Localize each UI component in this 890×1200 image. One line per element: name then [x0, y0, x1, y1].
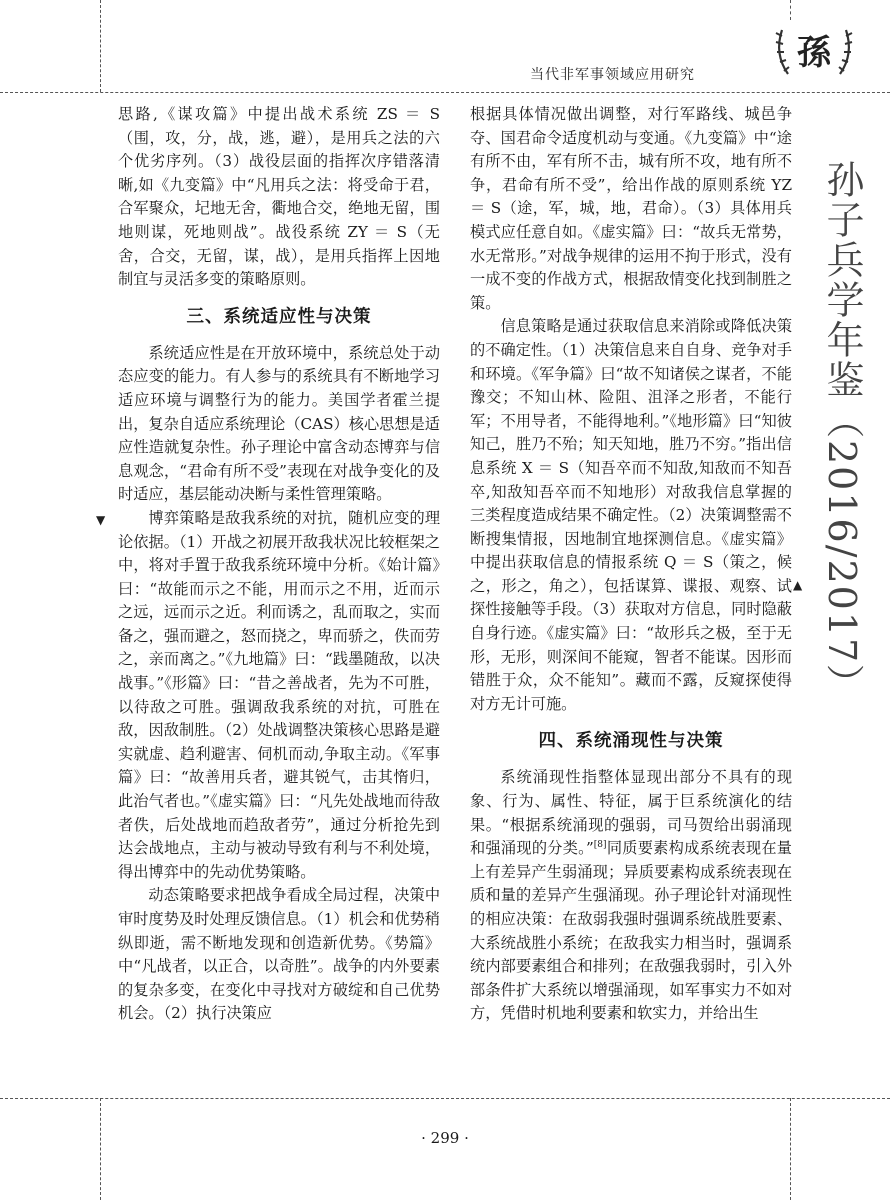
paragraph: 信息策略是通过获取信息来消除或降低决策的不确定性。（1）决策信息来自自身、竞争对手和环境。《军争篇》曰“故不知诸侯之谋者，不能豫交；不知山林、险阻、沮泽之形者，不能行军；不用导者，不能得地利。”《地形篇》曰“知彼知己，胜乃不殆；知天知地，胜乃不穷。”指出信息系统 X ＝ S（知吾卒而不知敌,知敌而不知吾卒,知敌知吾卒而不知地形）对敌我信息掌握的三类程度造成结果不确定性。（2）决策调整需不断搜集情报，因地制宜地探测信息。《虚实篇》中提出获取信息的情报系统 Q ＝ S（策之，候之，形之，角之），包括谋算、谍报、观察、试探性接触等手段。（3）获取对方信息，同时隐蔽自身行迹。《虚实篇》曰：“故形兵之极，至于无形，无形，则深间不能窥，智者不能谋。因形而错胜于众，众不能知”。藏而不露，反窥探使得对方无计可施。: [470, 317, 792, 713]
citation-ref: [8]: [593, 840, 607, 851]
page-number: · 299 ·: [421, 1129, 469, 1147]
running-header: 当代非军事领域应用研究: [530, 67, 695, 83]
header-rule: [0, 92, 890, 93]
paragraph: 博弈策略是敌我系统的对抗，随机应变的理论依据。（1）开战之初展开敌我状况比较框架之中，将对手置于敌我系统环境中分析。《始计篇》曰：“故能而示之不能，用而示之不用，近而示之远，远而示之近。利而诱之，乱而取之，实而备之，强而避之，怒而挠之，卑而骄之，佚而劳之，亲而离之。”《九地篇》曰：“践墨随敌，以决战事。”《形篇》曰：“昔之善战者，先为不可胜，以待敌之可胜。强调敌我系统的对抗，可胜在敌，因敌制胜。（2）处战调整决策核心思路是避实就虚、趋利避害、伺机而动,争取主动。《军事篇》曰：“故善用兵者，避其锐气，击其惰归，此治气者也。”《虚实篇》曰：“凡先处战地而待敌者佚，后处战地而趋敌者劳”，通过分析抢先到达会战地点，主动与被动导致有利与不利处境，得出博弈中的先动优势策略。: [118, 508, 440, 881]
section-heading-3: 三、系统适应性与决策: [186, 306, 372, 327]
paragraph: [470, 766, 792, 1026]
right-column: [470, 103, 792, 1026]
footer-rule: [0, 1098, 890, 1099]
right-triangle-marker: ▲: [793, 578, 803, 592]
paragraph: 动态策略要求把战争看成全局过程，决策中审时度势及时处理反馈信息。（1）机会和优势稍纵即逝，需不断地发现和创造新优势。《势篇》中“凡战者，以正合，以奇胜”。战争的内外要素的复杂多变，在变化中寻找对方破绽和自己优势机会。（2）执行决策应: [118, 886, 440, 1023]
paragraph: 思路,《谋攻篇》中提出战术系统 ZS ＝ S（围，攻，分，战，逃，避），是用兵之法的六个优劣序列。（3）战役层面的指挥次序错落清晰,如《九变篇》中“凡用兵之法：将受命于君，合军聚众，圮地无舍，衢地合交，绝地无留，围地则谋，死地则战”。战役系统 ZY ＝ S（无舍，合交，无留，谋，战），是用兵指挥上因地制宜与灵活多变的策略原则。: [118, 105, 440, 289]
right-margin-rule-bottom: [790, 1098, 791, 1200]
left-margin-rule-top: [100, 0, 101, 92]
left-margin-rule-bottom: [100, 1098, 101, 1200]
paragraph: 系统适应性是在开放环境中，系统总处于动态应变的能力。有人参与的系统具有不断地学习适应环境与调整行为的能力。美国学者霍兰提出，复杂自适应系统理论（CAS）核心思想是适应性造就复杂性。孙子理论中富含动态博弈与信息观念，“君命有所不受”表现在对战争变化的及时适应，基层能动决断与柔性管理策略。: [118, 343, 440, 504]
side-book-title: 孙子兵学年鉴（2016/2017）: [820, 160, 864, 705]
left-column: [118, 103, 440, 1026]
section-heading-4: 四、系统涌现性与决策: [538, 731, 724, 752]
paragraph: 根据具体情况做出调整，对行军路线、城邑争夺、国君命令适度机动与变通。《九变篇》中“途有所不由，军有所不击，城有所不攻，地有所不争，君命有所不受”，给出作战的原则系统 YZ ＝ S（途，军，城，地，君命）。（3）具体用兵模式应任意自如。《虚实篇》曰：“故兵无常势，水无常形。”对战争规律的运用不拘于形式，没有一成不变的作战方式，根据敌情变化找到制胜之策。: [470, 105, 792, 312]
yearbook-logo-icon: [768, 14, 860, 88]
paragraph-text: 同质要素构成系统表现在量上有差异产生弱涌现；异质要素构成系统表现在质和量的差异产生强涌现。孙子理论针对涌现性的相应决策：在敌弱我强时强调系统战胜要素、大系统战胜小系统；在敌我实力相当时，强调系统内部要素组合和排列；在敌强我弱时，引入外部条件扩大系统以增强涌现，如军事实力不如对方，凭借时机地利要素和软实力，并给出生: [470, 839, 792, 1023]
paragraph-text: 系统涌现性指整体显现出部分不具有的现象、行为、属性、特征，属于巨系统演化的结果。“根据系统涌现的强弱，司马贺给出弱涌现和强涌现的分类。”: [470, 768, 792, 858]
left-triangle-marker: ▼: [96, 513, 106, 527]
svg-text:孫: 孫: [797, 33, 831, 73]
